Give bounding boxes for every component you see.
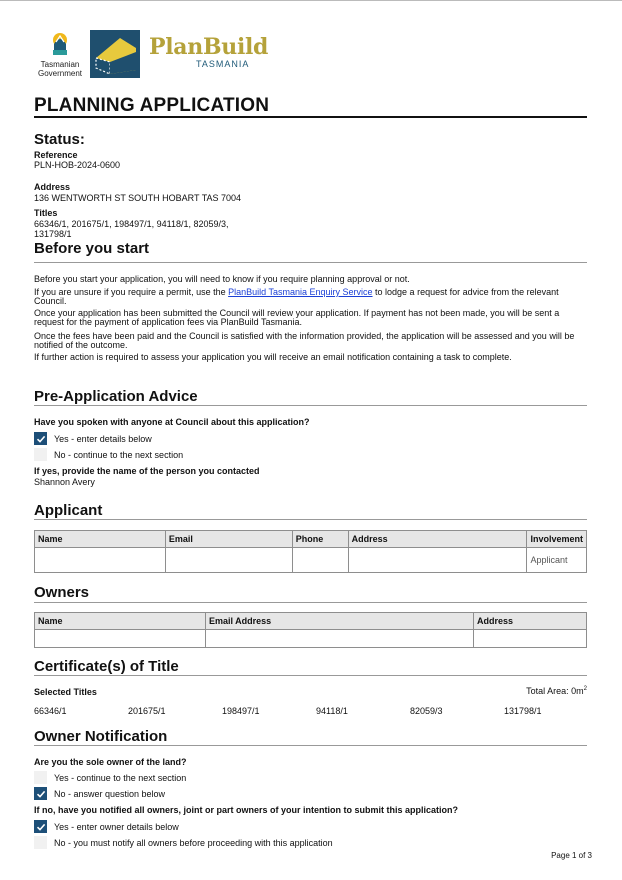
total-area-sup: 2	[583, 686, 587, 692]
titles-label: Titles	[34, 208, 58, 218]
table-cell	[206, 630, 474, 648]
enquiry-service-link[interactable]: PlanBuild Tasmania Enquiry Service	[228, 287, 373, 297]
section-rule	[34, 405, 587, 406]
reference-value: PLN-HOB-2024-0600	[34, 160, 121, 170]
tas-gov-line1: Tasmanian	[40, 60, 80, 69]
reference-label: Reference	[34, 150, 78, 160]
pre-app-no-option[interactable]	[34, 448, 183, 461]
column-header: Address	[348, 531, 527, 548]
titles-value-line1: 66346/1, 201675/1, 198497/1, 94118/1, 82059/3,	[34, 219, 229, 229]
table-cell	[35, 630, 206, 648]
before-para-1: Before you start your application, you will need to know if you require planning approval or not.	[34, 274, 410, 284]
title-item: 198497/1	[222, 706, 260, 716]
planbuild-brand-name: PlanBuild	[149, 34, 269, 60]
table-header-row	[35, 531, 587, 548]
tas-crest-icon	[45, 30, 75, 58]
notified-yes-label: Yes - enter owner details below	[54, 821, 179, 832]
table-cell	[292, 548, 348, 573]
table-cell	[35, 548, 166, 573]
applicant-heading: Applicant	[34, 502, 103, 519]
check-icon	[36, 789, 46, 799]
notified-yes-option[interactable]	[34, 820, 179, 833]
sole-owner-no-label: No - answer question below	[54, 788, 166, 799]
notified-owners-question: If no, have you notified all owners, joint or part owners of your intention to submit this application?	[34, 805, 459, 815]
pre-app-question: Have you spoken with anyone at Council about this application?	[34, 417, 310, 427]
page-title: PLANNING APPLICATION	[34, 95, 270, 116]
title-item: 131798/1	[504, 706, 542, 716]
before-para-2-tail: to lodge a request for advice from the relevant Council.	[34, 287, 559, 306]
status-heading: Status:	[34, 131, 85, 148]
address-value: 136 WENTWORTH ST SOUTH HOBART TAS 7004	[34, 193, 242, 203]
before-para-4: Once the fees have been paid and the Council is satisfied with the information provided, the application will be assessed and you will be notified of the outcome.	[34, 331, 575, 350]
table-cell	[348, 548, 527, 573]
column-header: Name	[35, 531, 166, 548]
column-header: Name	[35, 613, 206, 630]
notified-no-option[interactable]	[34, 836, 333, 849]
column-header: Involvement	[527, 531, 587, 548]
tas-gov-line2: Government	[37, 69, 83, 78]
checkbox-unchecked[interactable]	[34, 771, 47, 784]
titles-value-line2: 131798/1	[34, 229, 72, 239]
certificates-heading: Certificate(s) of Title	[34, 658, 179, 675]
pre-app-yes-label: Yes - enter details below	[54, 433, 152, 444]
page-number: Page 1 of 3	[551, 851, 592, 860]
pre-app-no-label: No - continue to the next section	[54, 449, 184, 460]
header-logos	[34, 30, 269, 78]
checkbox-checked[interactable]	[34, 787, 47, 800]
section-rule	[34, 262, 587, 263]
table-row	[35, 630, 587, 648]
checkbox-checked[interactable]	[34, 432, 47, 445]
table-cell: Applicant	[527, 548, 587, 573]
section-rule	[34, 519, 587, 520]
owners-table	[34, 612, 587, 648]
sole-owner-yes-option[interactable]	[34, 771, 186, 784]
before-heading: Before you start	[34, 240, 150, 257]
table-row	[35, 548, 587, 573]
top-border	[0, 0, 622, 1]
total-area	[526, 686, 587, 696]
owners-heading: Owners	[34, 584, 90, 601]
column-header: Phone	[292, 531, 348, 548]
before-para-5: If further action is required to assess your application you will receive an email notification containing a task to complete.	[34, 352, 512, 362]
sole-owner-yes-label: Yes - continue to the next section	[54, 772, 187, 783]
title-rule	[34, 116, 587, 118]
table-header-row	[35, 613, 587, 630]
section-rule	[34, 602, 587, 603]
section-rule	[34, 745, 587, 746]
tasmanian-government-logo	[34, 30, 86, 78]
total-area-label: Total Area: 0m	[526, 686, 584, 696]
title-item: 94118/1	[316, 706, 348, 716]
before-para-2-text: If you are unsure if you require a permit, use the	[34, 287, 229, 297]
sole-owner-question: Are you the sole owner of the land?	[34, 757, 187, 767]
table-cell	[165, 548, 292, 573]
before-para-2	[34, 288, 587, 306]
pre-app-heading: Pre-Application Advice	[34, 388, 198, 405]
applicant-table	[34, 530, 587, 573]
check-icon	[36, 822, 46, 832]
title-item: 82059/3	[410, 706, 443, 716]
checkbox-unchecked[interactable]	[34, 836, 47, 849]
column-header: Email	[165, 531, 292, 548]
planbuild-brand-sub: TASMANIA	[196, 59, 250, 69]
title-item: 201675/1	[128, 706, 166, 716]
contact-person-value: Shannon Avery	[34, 477, 95, 487]
pre-app-yes-option[interactable]	[34, 432, 152, 445]
column-header: Email Address	[206, 613, 474, 630]
checkbox-unchecked[interactable]	[34, 448, 47, 461]
section-rule	[34, 675, 587, 676]
notified-no-label: No - you must notify all owners before proceeding with this application	[54, 837, 333, 848]
checkbox-checked[interactable]	[34, 820, 47, 833]
owner-notification-heading: Owner Notification	[34, 728, 168, 745]
contact-person-label: If yes, provide the name of the person you contacted	[34, 466, 260, 476]
title-item: 66346/1	[34, 706, 67, 716]
check-icon	[36, 434, 46, 444]
sole-owner-no-option[interactable]	[34, 787, 165, 800]
planbuild-house-icon	[90, 30, 140, 78]
address-label: Address	[34, 182, 71, 192]
selected-titles-label: Selected Titles	[34, 687, 97, 697]
column-header: Address	[474, 613, 587, 630]
before-para-3: Once your application has been submitted the Council will review your application. If payment has not been made, you will be sent a request for the payment of application fees via PlanBuild Tasmania.	[34, 308, 560, 327]
table-cell	[474, 630, 587, 648]
